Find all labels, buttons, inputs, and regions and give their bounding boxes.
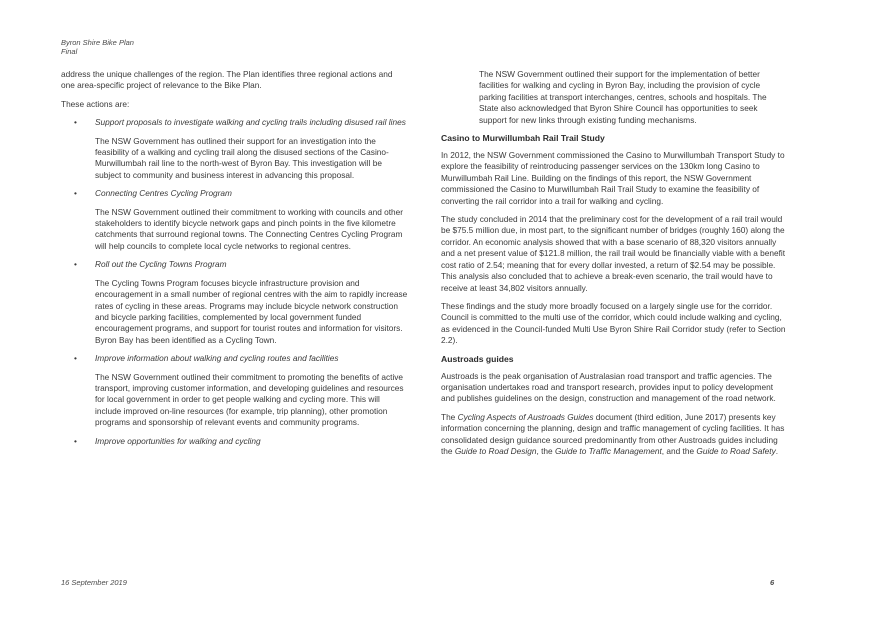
bullet-description: The NSW Government outlined their support for the implementation of better facilities for walking and cycling in Byron Bay, including the provision of cycle parking facilities at transport interchanges, centres, schools and hospitals. The State also acknowledged that Byron Shire Council has opportunities to seek support for new links through existing funding mechanisms.: [479, 69, 767, 125]
left-column: [61, 69, 408, 454]
header-title: Byron Shire Bike Plan: [61, 38, 134, 47]
casino-paragraph-1: In 2012, the NSW Government commissioned the Casino to Murwillumbah Transport Study to explore the feasibility of reintroducing passenger services on the 130km long Casino to Murwillumbah Rail Line. Building on the findings of this report, the NSW Government commissioned the Casino to Murwillumbah Rail Trail Study to examine the feasibility of converting the rail corridor into a trail for walking and cycling.: [441, 150, 785, 206]
casino-paragraph-3: These findings and the study more broadly focused on a largely single use for the corridor. Council is committed to the multi use of the corridor, which could include walking and cycling, as evidenced in the Council-funded Multi Use Byron Shire Rail Corridor study (refer to Section 2.2).: [441, 300, 786, 346]
bullet-text: Improve information about walking and cycling routes and facilities: [95, 353, 339, 364]
bullet-icon: •: [74, 259, 77, 270]
bullet-item: [61, 259, 408, 270]
page-number: 6: [770, 578, 775, 587]
bullet-icon: •: [74, 117, 77, 128]
bullet-item: [61, 353, 408, 364]
bullet-icon: •: [74, 353, 77, 364]
actions-lead: These actions are:: [61, 98, 130, 109]
section-heading: Austroads guides: [441, 353, 514, 364]
bullet-icon: •: [74, 188, 77, 199]
bullet-text: Roll out the Cycling Towns Program: [95, 259, 227, 270]
bullet-text: Support proposals to investigate walking and cycling trails including disused rail lines: [95, 117, 406, 128]
bullet-text: Improve opportunities for walking and cycling: [95, 435, 261, 446]
bullet-item: [61, 436, 408, 447]
bullet-description: The NSW Government outlined their commitment to working with councils and other stakeholders to identify bicycle network gaps and pinch points in the five kilometre catchments that surround regional towns. The Connecting Centres Cycling Program will help councils to complete local cycle networks to regional centres.: [95, 206, 404, 251]
text-run: , the: [536, 445, 555, 456]
bullet-text: Connecting Centres Cycling Program: [95, 188, 232, 199]
text-run: .: [775, 445, 779, 456]
bullet-description: The Cycling Towns Program focuses bicycle infrastructure provision and encouragement in a small number of regional centres with the aim to rapidly increase rates of cycling in these areas. Programs may include bicycle network construction and bicycle parking facilities, complemented by local government funded encouragement programs, and support for tourist routes and information for visitors. Byron Bay has been identified as a Cycling Town.: [95, 277, 408, 345]
bullet-item: [61, 117, 408, 128]
bullet-icon: •: [74, 435, 77, 446]
document-title: Guide to Traffic Management: [554, 445, 662, 456]
document-title: Guide to Road Design: [454, 445, 537, 456]
austroads-paragraph-2: [441, 412, 786, 458]
bullet-item: [61, 188, 408, 199]
intro-paragraph: address the unique challenges of the region. The Plan identifies three regional actions and one area-specific project of relevance to the Bike Plan.: [61, 69, 393, 91]
header-status: Final: [61, 47, 78, 56]
austroads-paragraph-1: Austroads is the peak organisation of Australasian road transport and traffic agencies. The organisation undertakes road and transport research, provides input to policy development and publishes guidelines on the design, construction and management of the road network.: [441, 370, 776, 404]
text-run: document (third edition, June 2017) presents key information concerning the planning, design and traffic management of cycling facilities. It has consolidated design guidance sourced predominantly from other Austroads guides including the: [441, 411, 785, 456]
footer-date: 16 September 2019: [61, 578, 127, 587]
text-run: , and the: [661, 445, 697, 456]
bullet-description: The NSW Government has outlined their support for an investigation into the feasibility of a walking and cycling trail along the disused sections of the Casino-Murwillumbah rail line to the north-west of Byron Bay. This investigation will be subject to community and business interest in advancing this proposal.: [95, 135, 389, 180]
text-run: The: [441, 411, 458, 422]
document-title: Cycling Aspects of Austroads Guides: [457, 411, 594, 422]
section-heading: Casino to Murwillumbah Rail Trail Study: [441, 133, 605, 144]
bullet-description: The NSW Government outlined their commitment to promoting the benefits of active transport, improving customer information, and developing guidelines and resources for local government in order to get people walking and cycling more. This will include improved on-line resources (for example, trip planning), other promotion programs and sponsorship of relevant events and community programs.: [95, 371, 404, 428]
right-column: [441, 69, 786, 464]
document-title: Guide to Road Safety: [696, 445, 776, 456]
casino-paragraph-2: The study concluded in 2014 that the preliminary cost for the development of a rail trail would be $75.5 million due, in most part, to the significant number of bridges (roughly 160) along the corridor. An economic analysis showed that with a base scenario of 88,320 visitors annually and a net present value of $121.8 million, the rail trail would be financially viable with a benefit cost ratio of 2.54; meaning that for every dollar invested, a return of $2.54 may be possible. This analysis also concluded that to achieve a break-even scenario, the trail would have to receive at least 34,802 visitors annually.: [441, 214, 786, 293]
running-header: [61, 38, 134, 56]
